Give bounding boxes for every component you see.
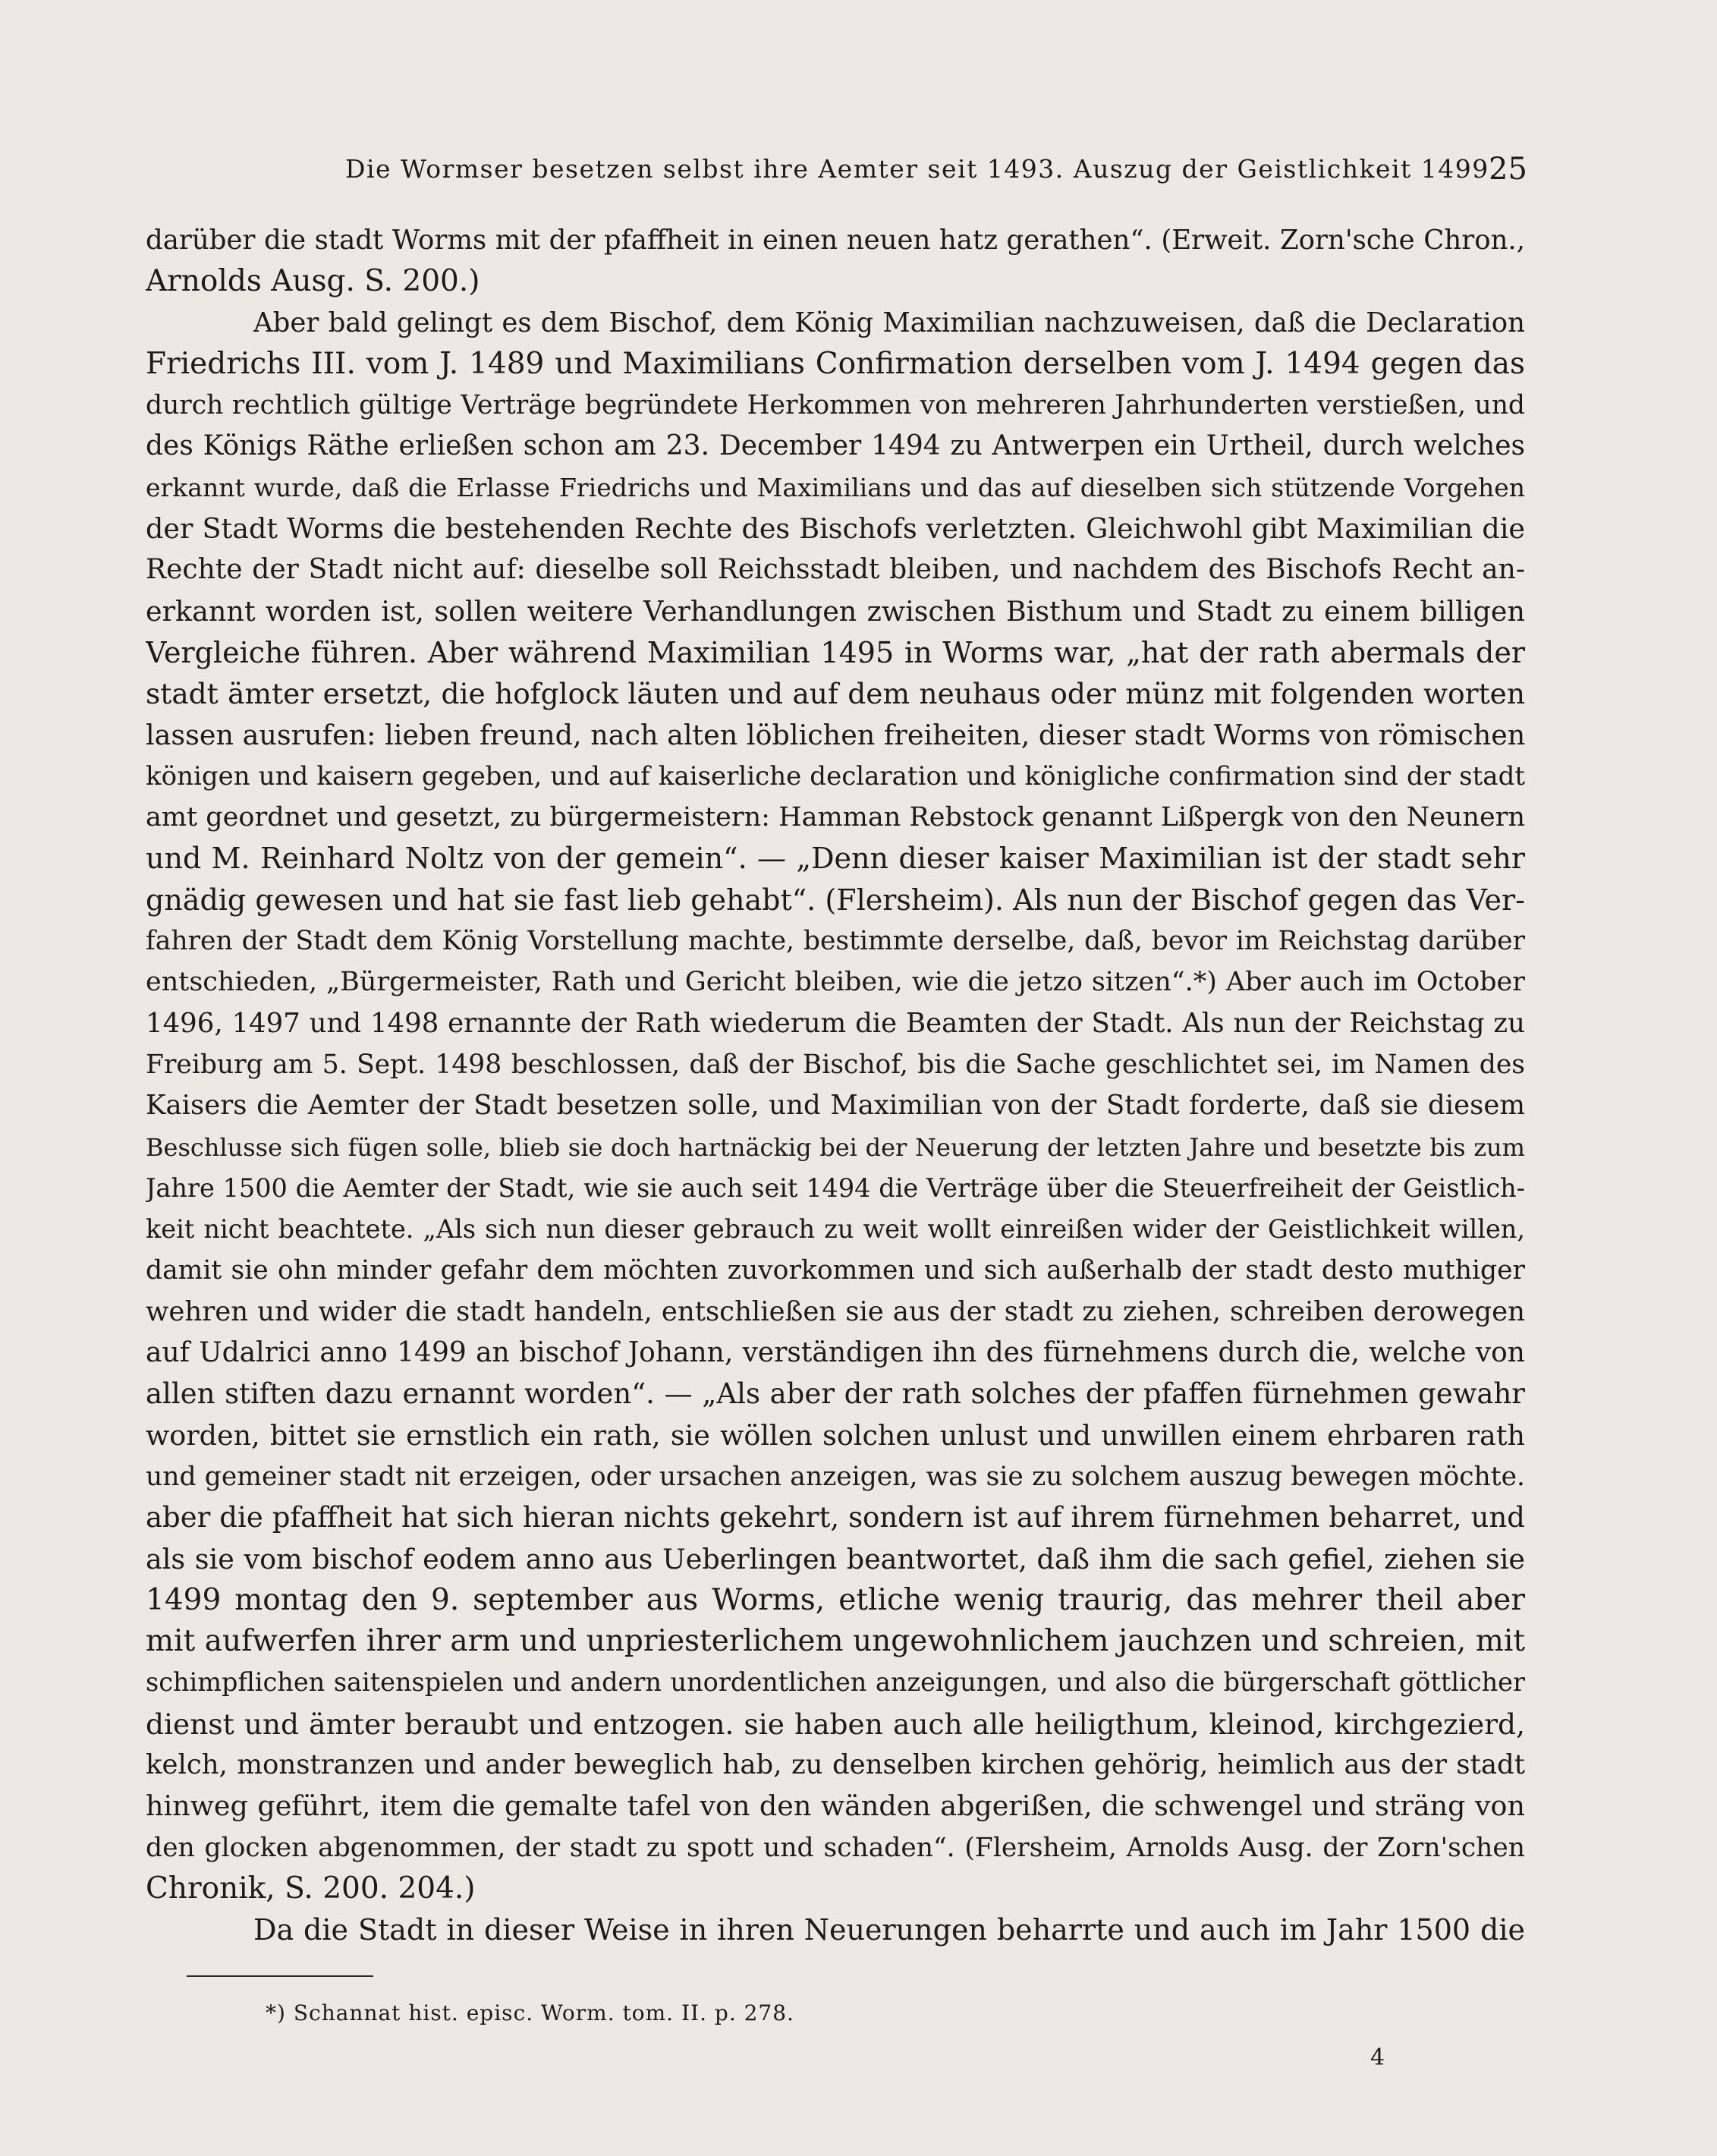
text-line: fahren der Stadt dem König Vorstellung machte, bestimmte derselbe, daß, bevor im Reichstag darüber [146, 926, 1525, 957]
text-line: und gemeiner stadt nit erzeigen, oder ursachen anzeigen, was sie zu solchem auszug bewegen möchte. [146, 1461, 1525, 1492]
text-line: worden, bittet sie ernstlich ein rath, sie wöllen solchen unlust und unwillen einem ehrbaren rath [146, 1418, 1525, 1452]
page-number: 25 [1489, 152, 1527, 187]
text-line: und M. Reinhard Noltz von der gemein“. — „Denn dieser kaiser Maximilian ist der stadt sehr [146, 842, 1525, 876]
text-line: keit nicht beachtete. „Als sich nun dieser gebrauch zu weit wollt einreißen wider der Geistlichkeit willen, [146, 1214, 1525, 1245]
text-line: entschieden, „Bürgermeister, Rath und Gericht bleiben, wie die jetzo sitzen“.*) Aber auch im October [146, 967, 1525, 998]
text-line: Arnolds Ausg. S. 200.) [146, 264, 480, 299]
text-line: schimpflichen saitenspielen und andern unordentlichen anzeigungen, und also die bürgerschaft göttlicher [146, 1667, 1525, 1698]
text-line: mit aufwerfen ihrer arm und unpriesterlichem ungewohnlichem jauchzen und schreien, mit [146, 1624, 1525, 1659]
running-title: Die Wormser besetzen selbst ihre Aemter seit 1493. Auszug der Geistlichkeit 1499. [345, 154, 1498, 184]
text-line: lassen ausrufen: lieben freund, nach alten löblichen freiheiten, dieser stadt Worms von römischen [146, 718, 1525, 751]
text-line: den glocken abgenommen, der stadt zu spott und schaden“. (Flersheim, Arnolds Ausg. der Zorn'schen [146, 1832, 1525, 1863]
text-line: königen und kaisern gegeben, und auf kaiserliche declaration und königliche confirmation sind der stadt [146, 760, 1525, 792]
text-line: wehren und wider die stadt handeln, entschließen sie aus der stadt zu ziehen, schreiben derowegen [146, 1295, 1525, 1327]
footnote: *) Schannat hist. episc. Worm. tom. II. p. 278. [266, 2000, 794, 2025]
text-line: Rechte der Stadt nicht auf: dieselbe soll Reichsstadt bleiben, und nachdem des Bischofs Recht an- [146, 554, 1525, 586]
text-line: allen stiften dazu ernannt worden“. — „Als aber der rath solches der pfaffen fürnehmen gewahr [146, 1377, 1525, 1411]
text-line: Jahre 1500 die Aemter der Stadt, wie sie auch seit 1494 die Verträge über die Steuerfreiheit der Geistlich- [146, 1172, 1525, 1203]
text-line: des Königs Räthe erließen schon am 23. December 1494 zu Antwerpen ein Urtheil, durch welches [146, 430, 1525, 462]
body-text [146, 220, 1525, 1950]
text-line: Friedrichs III. vom J. 1489 und Maximilians Confirmation derselben vom J. 1494 gegen das [146, 346, 1525, 381]
text-line: gnädig gewesen und hat sie fast lieb gehabt“. (Flersheim). Als nun der Bischof gegen das Ver- [146, 883, 1525, 917]
text-line: dienst und ämter beraubt und entzogen. sie haben auch alle heiligthum, kleinod, kirchgezierd, [146, 1707, 1525, 1741]
text-line: erkannt worden ist, sollen weitere Verhandlungen zwischen Bisthum und Stadt zu einem billigen [146, 594, 1525, 628]
text-line: Vergleiche führen. Aber während Maximilian 1495 in Worms war, „hat der rath abermals der [146, 635, 1525, 669]
text-line: Chronik, S. 200. 204.) [146, 1871, 476, 1906]
text-line: der Stadt Worms die bestehenden Rechte des Bischofs verletzten. Gleichwohl gibt Maximilian die [146, 512, 1525, 546]
text-line: 1496, 1497 und 1498 ernannte der Rath wiederum die Beamten der Stadt. Als nun der Reichstag zu [146, 1007, 1525, 1039]
text-line: kelch, monstranzen und ander beweglich hab, zu denselben kirchen gehörig, heimlich aus der stadt [146, 1748, 1525, 1780]
text-line: Beschlusse sich fügen solle, blieb sie doch hartnäckig bei der Neuerung der letzten Jahre und besetzte bis zum [146, 1132, 1525, 1162]
text-line: als sie vom bischof eodem anno aus Ueberlingen beantwortet, daß ihm die sach gefiel, ziehen sie [146, 1542, 1525, 1575]
text-line: durch rechtlich gültige Verträge begründete Herkommen von mehreren Jahrhunderten verstießen, und [146, 390, 1525, 421]
text-line: Aber bald gelingt es dem Bischof, dem König Maximilian nachzuweisen, daß die Declaration [253, 307, 1525, 338]
text-line: hinweg geführt, item die gemalte tafel von den wänden abgerißen, die schwengel und sträng von [146, 1789, 1525, 1823]
signature-mark: 4 [1370, 2044, 1385, 2071]
text-line: darüber die stadt Worms mit der pfaffheit in einen neuen hatz gerathen“. (Erweit. Zorn'sche Chron., [146, 225, 1525, 256]
text-line: Kaisers die Aemter der Stadt besetzen solle, und Maximilian von der Stadt forderte, daß sie diesem [146, 1090, 1525, 1122]
text-line: Freiburg am 5. Sept. 1498 beschlossen, daß der Bischof, bis die Sache geschlichtet sei, im Namen des [146, 1049, 1525, 1080]
text-line: auf Udalrici anno 1499 an bischof Johann, verständigen ihn des fürnehmens durch die, welche von [146, 1337, 1525, 1369]
text-line: amt geordnet und gesetzt, zu bürgermeistern: Hamman Rebstock genannt Lißpergk von den Neunern [146, 802, 1525, 833]
text-line: Da die Stadt in dieser Weise in ihren Neuerungen beharrte und auch im Jahr 1500 die [253, 1913, 1525, 1947]
text-line: damit sie ohn minder gefahr dem möchten zuvorkommen und sich außerhalb der stadt desto muthiger [146, 1255, 1525, 1286]
text-line: erkannt wurde, daß die Erlasse Friedrichs und Maximilians und das auf dieselben sich stützende Vorgehen [146, 472, 1525, 502]
text-line: stadt ämter ersetzt, die hofglock läuten und auf dem neuhaus oder münz mit folgenden worten [146, 677, 1525, 711]
footnote-rule [187, 1975, 373, 1977]
text-line: 1499 montag den 9. september aus Worms, etliche wenig traurig, das mehrer theil aber [146, 1582, 1525, 1617]
text-line: aber die pfaffheit hat sich hieran nichts gekehrt, sondern ist auf ihrem fürnehmen beharret, und [146, 1501, 1525, 1534]
